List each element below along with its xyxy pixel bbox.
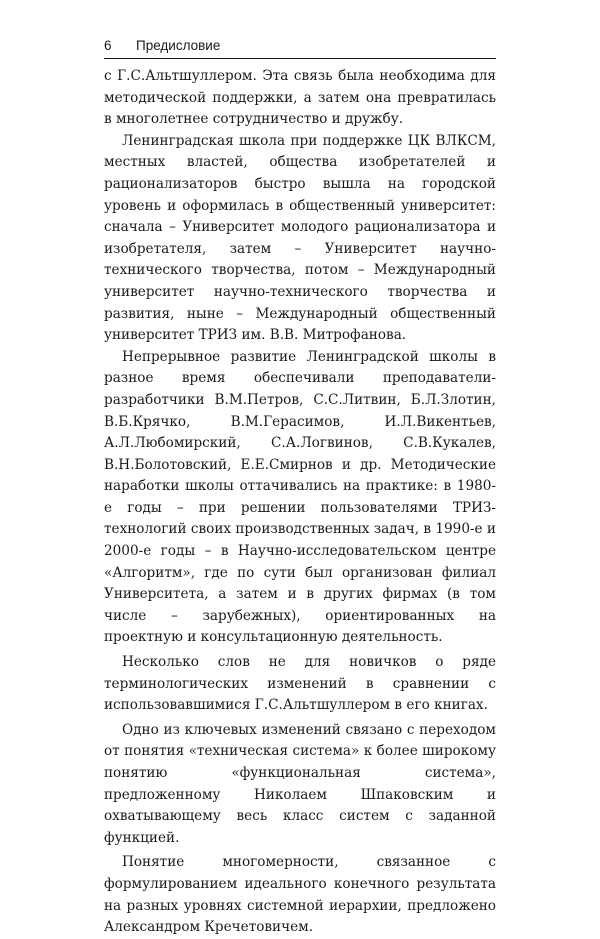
page-number: 6 [104,38,112,53]
paragraph-terminology: Несколько слов не для новичков о ряде терминологических изменений в сравнении с использовавшимися Г.С.Альтшуллером в его книгах. [104,654,496,714]
header-rule [104,58,496,59]
paragraph-multidimensionality: Понятие многомерности, связанное с формулированием идеального конечного результата на разных уровнях системной иерархии, предложено Александром Кречетовичем. [104,854,496,936]
paragraph-functional-system: Одно из ключевых изменений связано с переходом от понятия «техническая система» к более широкому понятию «функциональная система», предложенному Николаем Шпаковским и охватывающему весь класс систем с заданной функцией. [104,721,496,846]
paragraph-leningrad-school: Ленинградская школа при поддержке ЦК ВЛКСМ, местных властей, общества изобретателей и рационализаторов быстро вышла на городской уровень и оформилась в общественный университет: сначала – Университет молодого рационализатора и изобретателя, затем – Университет научно-технического творчества, потом – Международный университет научно-технического творчества и развития, ныне – Международный общественный университет ТРИЗ им. В.В. Митрофанова. [104,132,496,344]
running-head [104,36,496,56]
section-title: Предисловие [136,38,221,53]
paragraph-continuation: с Г.С.Альтшуллером. Эта связь была необходима для методической поддержки, а затем она превратилась в многолетнее сотрудничество и дружбу. [104,68,496,128]
body-text [104,66,496,939]
paragraph-continuous-development: Непрерывное развитие Ленинградской школы в разное время обеспечивали преподаватели-разработчики В.М.Петров, С.С.Литвин, Б.Л.Злотин, В.Б.Крячко, В.М.Герасимов, И.Л.Викентьев, А.Л.Любомирский, С.А.Логвинов, С.В.Кукалев, В.Н.Болотовский, Е.Е.Смирнов и др. Методические наработки школы оттачивались на практике: в 1980-е годы – при решении пользователями ТРИЗ-технологий своих производственных задач, в 1990-е и 2000-е годы – в Научно-исследовательском центре «Алгоритм», где по сути был организован филиал Университета, а затем и в других фирмах (в том числе – зарубежных), ориентированных на проектную и консультационную деятельность. [104,348,496,646]
